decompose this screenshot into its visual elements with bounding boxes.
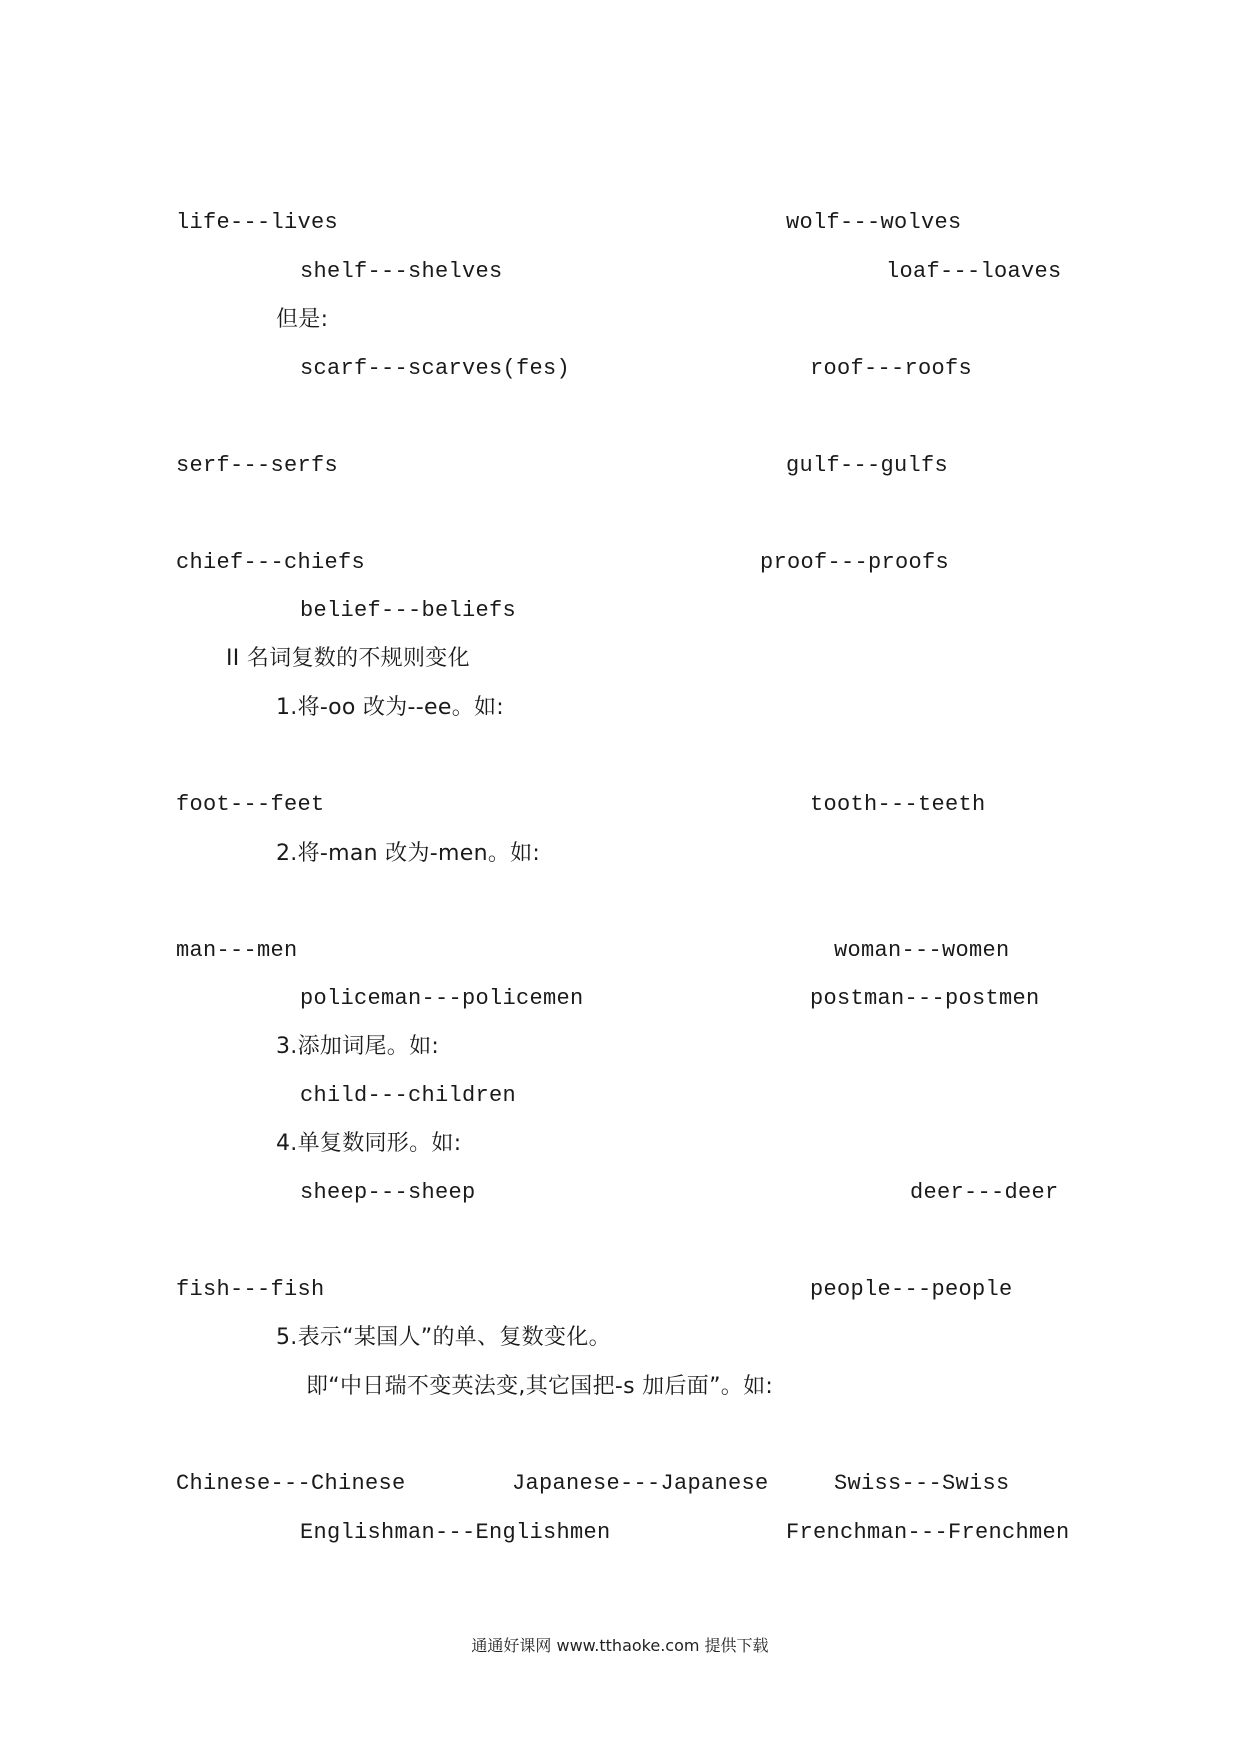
word-pair-life: life---lives: [176, 210, 339, 235]
rule-1: 1.将-oo 改为--ee。如:: [276, 695, 505, 720]
word-pair-gulf: gulf---gulfs: [786, 453, 949, 478]
word-pair-deer: deer---deer: [910, 1180, 1059, 1205]
word-pair-loaf: loaf---loaves: [886, 259, 1062, 284]
word-pair-roof: roof---roofs: [810, 356, 973, 381]
word-pair-people: people---people: [810, 1277, 1013, 1302]
word-pair-scarf: scarf---scarves(fes): [300, 356, 571, 381]
word-pair-fish: fish---fish: [176, 1277, 325, 1302]
rule-5: 5.表示“某国人”的单、复数变化。: [276, 1325, 611, 1350]
rule-5-mnemonic: 即“中日瑞不变英法变,其它国把-s 加后面”。如:: [306, 1374, 774, 1399]
word-pair-shelf: shelf---shelves: [300, 259, 503, 284]
word-pair-foot: foot---feet: [176, 792, 325, 817]
word-pair-sheep: sheep---sheep: [300, 1180, 476, 1205]
word-pair-chief: chief---chiefs: [176, 550, 366, 575]
word-pair-proof: proof---proofs: [760, 550, 950, 575]
word-pair-swiss: Swiss---Swiss: [834, 1471, 1010, 1496]
word-pair-policeman: policeman---policemen: [300, 986, 584, 1011]
word-pair-frenchman: Frenchman---Frenchmen: [786, 1520, 1070, 1545]
word-pair-child: child---children: [300, 1083, 517, 1108]
word-pair-japanese: Japanese---Japanese: [512, 1471, 769, 1496]
rule-2: 2.将-man 改为-men。如:: [276, 841, 541, 866]
word-pair-postman: postman---postmen: [810, 986, 1040, 1011]
word-pair-englishman: Englishman---Englishmen: [300, 1520, 611, 1545]
word-pair-woman: woman---women: [834, 938, 1010, 963]
word-pair-chinese: Chinese---Chinese: [176, 1471, 406, 1496]
word-pair-serf: serf---serfs: [176, 453, 339, 478]
rule-3: 3.添加词尾。如:: [276, 1034, 440, 1059]
but-label: 但是:: [276, 307, 329, 332]
page-footer: 通通好课网 www.tthaoke.com 提供下载: [471, 1636, 769, 1655]
word-pair-wolf: wolf---wolves: [786, 210, 962, 235]
word-pair-belief: belief---beliefs: [300, 598, 517, 623]
word-pair-tooth: tooth---teeth: [810, 792, 986, 817]
word-pair-man: man---men: [176, 938, 298, 963]
rule-4: 4.单复数同形。如:: [276, 1131, 462, 1156]
section-heading: II 名词复数的不规则变化: [226, 646, 470, 671]
